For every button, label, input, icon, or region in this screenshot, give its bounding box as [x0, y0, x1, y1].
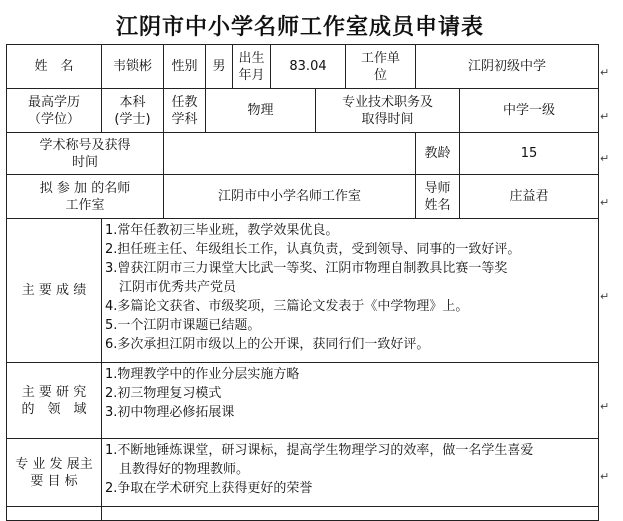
paragraph-mark-icon: ↵ [600, 110, 610, 123]
paragraph-mark-icon: ↵ [600, 400, 610, 413]
subject-label: 任教学科 [164, 89, 206, 133]
education-value[interactable]: 本科(学士) [102, 89, 164, 133]
academic-honor-value[interactable] [164, 133, 416, 175]
achievements-list[interactable] [102, 219, 599, 363]
next-row-label [7, 507, 102, 521]
goals-label: 专 业 发 展主 要 目 标 [7, 439, 102, 507]
birth-label: 出生年月 [233, 45, 271, 89]
row-education [7, 89, 599, 133]
list-item: 6.多次承担江阴市级以上的公开课，获同行们一致好评。 [105, 337, 430, 352]
list-item: 江阴市优秀共产党员 [119, 280, 237, 295]
paragraph-mark-icon: ↵ [600, 196, 610, 209]
name-label: 姓 名 [7, 45, 102, 89]
row-next [7, 507, 599, 521]
list-item: 3.初中物理必修拓展课 [105, 405, 235, 420]
teaching-years-label: 教龄 [416, 133, 460, 175]
application-form [6, 44, 599, 521]
birth-value[interactable]: 83.04 [271, 45, 346, 89]
list-item: 1.常年任教初三毕业班，教学效果优良。 [105, 223, 339, 238]
row-achievements [7, 219, 599, 363]
name-value[interactable]: 韦锁彬 [102, 45, 164, 89]
subject-value[interactable]: 物理 [206, 89, 316, 133]
list-item: 4.多篇论文获省、市级奖项，三篇论文发表于《中学物理》上。 [105, 299, 469, 314]
next-row-value[interactable] [102, 507, 599, 521]
education-label: 最高学历（学位） [7, 89, 102, 133]
list-item: 1.物理教学中的作业分层实施方略 [105, 367, 300, 382]
goals-list[interactable] [102, 439, 599, 507]
paragraph-mark-icon: ↵ [600, 152, 610, 165]
professional-title-label: 专业技术职务及取得时间 [316, 89, 460, 133]
achievements-label: 主 要 成 绩 [7, 219, 102, 363]
list-item: 3.曾获江阴市三力课堂大比武一等奖、江阴市物理自制教具比赛一等奖 [105, 261, 508, 276]
page-title: 江阴市中小学名师工作室成员申请表 [115, 14, 484, 40]
row-basic-info [7, 45, 599, 89]
mentor-label: 导师姓名 [416, 175, 460, 219]
list-item: 2.担任班主任、年级组长工作，认真负责，受到领导、同事的一致好评。 [105, 242, 521, 257]
row-studio [7, 175, 599, 219]
row-goals [7, 439, 599, 507]
research-label: 主 要 研 究 的 领 域 [7, 363, 102, 439]
list-item: 2.争取在学术研究上获得更好的荣誉 [105, 481, 313, 496]
row-honors [7, 133, 599, 175]
gender-label: 性别 [164, 45, 206, 89]
teaching-years-value[interactable]: 15 [460, 133, 599, 175]
list-item: 5.一个江阴市课题已结题。 [105, 318, 261, 333]
paragraph-mark-icon: ↵ [600, 290, 610, 303]
academic-honor-label: 学术称号及获得时间 [7, 133, 164, 175]
paragraph-mark-icon: ↵ [600, 66, 610, 79]
research-list[interactable] [102, 363, 599, 439]
gender-value[interactable]: 男 [206, 45, 233, 89]
studio-value[interactable]: 江阴市中小学名师工作室 [164, 175, 416, 219]
paragraph-mark-icon: ↵ [600, 470, 610, 483]
row-research [7, 363, 599, 439]
professional-title-value[interactable]: 中学一级 [460, 89, 599, 133]
list-item: 2.初三物理复习模式 [105, 386, 222, 401]
work-unit-label: 工作单位 [346, 45, 416, 89]
list-item: 1.不断地锤炼课堂，研习课标，提高学生物理学习的效率，做一名学生喜爱 [105, 443, 534, 458]
list-item: 且教得好的物理教师。 [119, 462, 250, 477]
studio-label: 拟 参 加 的名师工作室 [7, 175, 164, 219]
mentor-value[interactable]: 庄益君 [460, 175, 599, 219]
work-unit-value[interactable]: 江阴初级中学 [416, 45, 599, 89]
